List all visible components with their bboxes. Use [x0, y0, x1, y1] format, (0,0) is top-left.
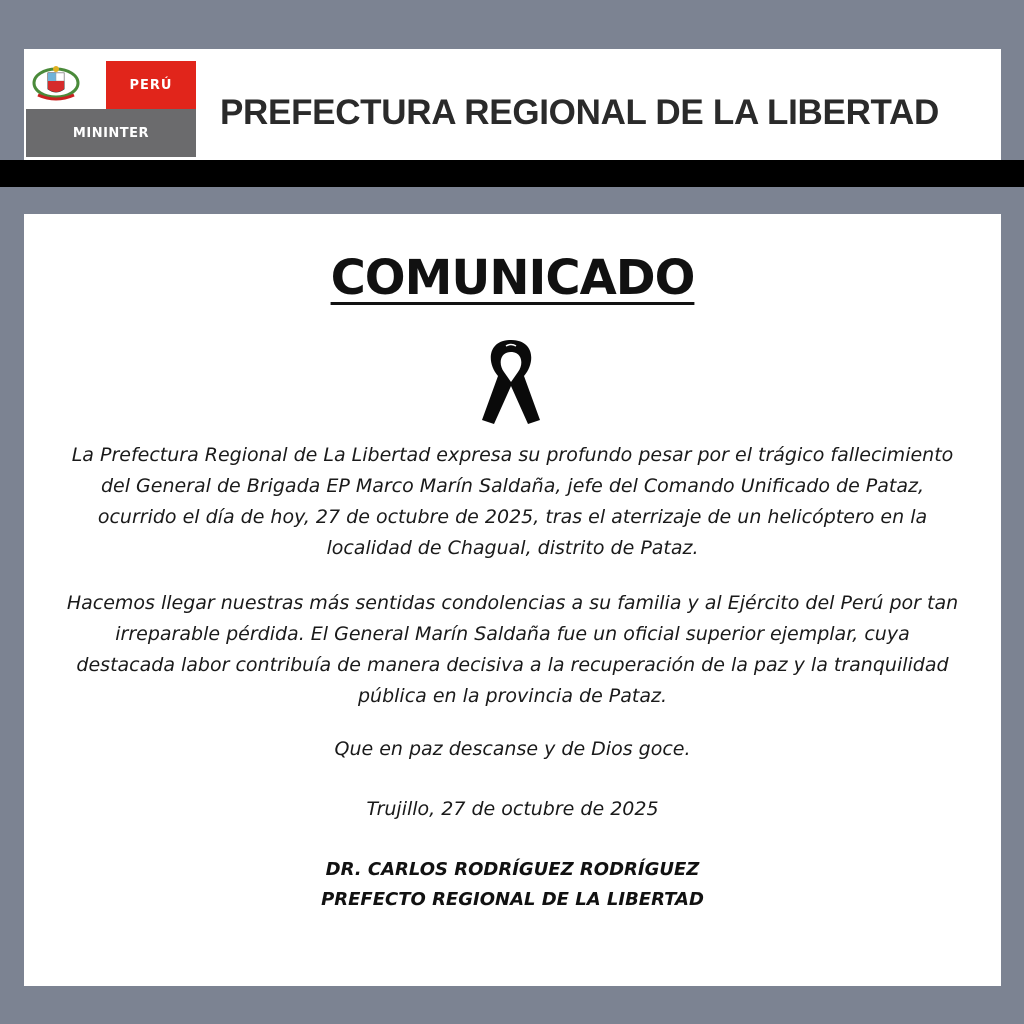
mourning-band	[0, 160, 1024, 187]
paragraph-condolence-intro: La Prefectura Regional de La Libertad expresa su profundo pesar por el trágico fallecimiento del General de Brigada EP Marco Marín Saldaña, jefe del Comando Unificado de Pataz, ocurrido el día de hoy, 27 de octubre de 2025, tras el aterrizaje de un helicóptero en la localidad de Chagual, distrito de Pataz.	[71, 444, 954, 559]
signer-title: PREFECTO REGIONAL DE LA LIBERTAD	[321, 889, 704, 910]
mininter-logo	[26, 61, 196, 157]
mourning-ribbon-icon	[478, 336, 544, 428]
document-title: COMUNICADO	[330, 250, 695, 306]
logo-peru-label: PERÚ	[106, 61, 196, 109]
place-date: Trujillo, 27 de octubre de 2025	[366, 798, 659, 820]
paragraph-condolences: Hacemos llegar nuestras más sentidas condolencias a su familia y al Ejército del Perú por tan irreparable pérdida. El General Marín Saldaña fue un oficial superior ejemplar, cuya destacada labor contribuía de manera decisiva a la recuperación de la paz y la tranquilidad pública en la provincia de Pataz.	[66, 592, 959, 707]
signer-name: DR. CARLOS RODRÍGUEZ RODRÍGUEZ	[325, 859, 700, 880]
paragraph-rest-in-peace: Que en paz descanse y de Dios goce.	[334, 738, 691, 760]
communique-card	[24, 214, 1001, 986]
header-banner	[24, 49, 1001, 161]
logo-mininter-label: MININTER	[26, 109, 196, 157]
peru-coat-of-arms-icon	[26, 61, 106, 109]
header-title: PREFECTURA REGIONAL DE LA LIBERTAD	[220, 93, 939, 132]
